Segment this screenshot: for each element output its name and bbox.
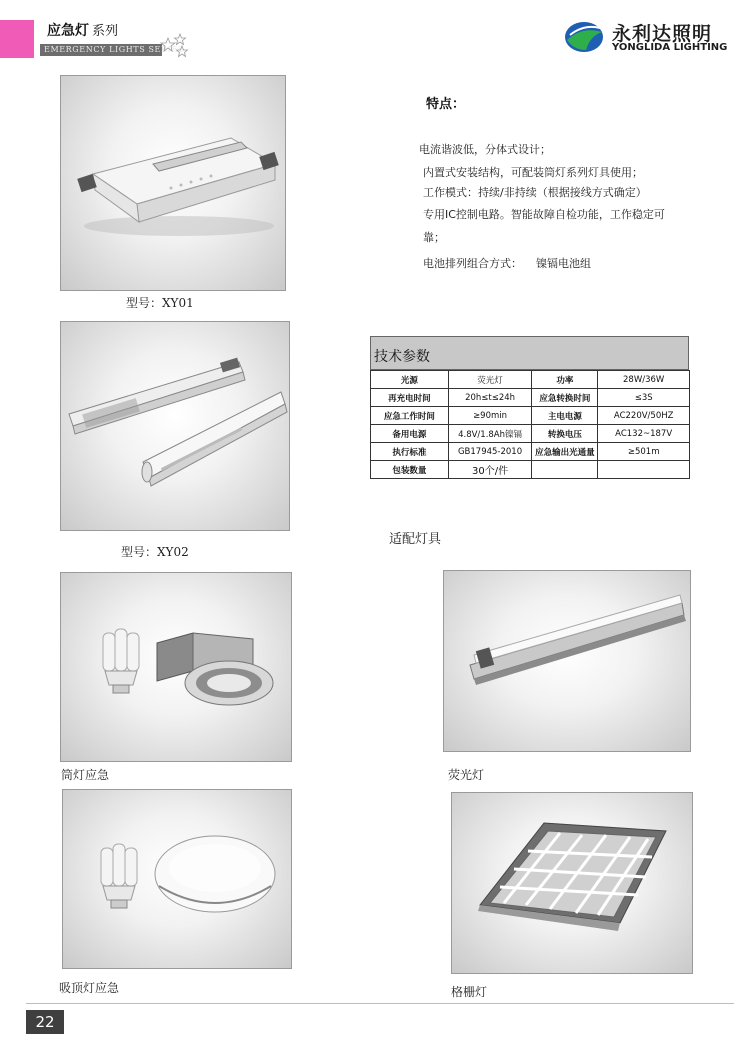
spec-table-title: 技术参数 <box>374 349 430 365</box>
page-number: 22 <box>26 1010 64 1034</box>
feature-line: 电流谐波低，分体式设计； <box>419 143 551 156</box>
brand-name-en: YONGLIDA LIGHTING <box>612 42 728 53</box>
product-caption-xy01: 型号：XY01 <box>126 296 194 310</box>
table-row <box>371 461 690 479</box>
header-pink-tab <box>0 20 34 58</box>
brand-name-cn: 永利达照明 <box>612 23 713 45</box>
table-cell: 转换电压 <box>532 425 598 443</box>
table-row <box>371 425 690 443</box>
table-cell: 荧光灯 <box>448 371 532 389</box>
table-cell: 执行标准 <box>371 443 449 461</box>
fixture-caption-downlight: 筒灯应急 <box>61 768 110 782</box>
fixture-image-ceiling <box>62 789 292 969</box>
table-cell: AC220V/50HZ <box>598 407 690 425</box>
fixtures-section-label: 适配灯具 <box>389 532 442 547</box>
stars-decoration-icon <box>160 32 190 60</box>
table-row <box>371 389 690 407</box>
brand-logo-icon <box>564 20 606 54</box>
product-image-xy02 <box>60 321 290 531</box>
table-cell: 光源 <box>371 371 449 389</box>
table-cell: 20h≤t≤24h <box>448 389 532 407</box>
table-cell: 30个/件 <box>448 461 532 479</box>
page-title-suffix: 系列 <box>92 24 119 39</box>
product-caption-xy02: 型号：XY02 <box>121 545 189 559</box>
fixture-caption-fluorescent: 荧光灯 <box>448 768 485 782</box>
feature-line: 电池排列组合方式： 镍镉电池组 <box>423 257 591 270</box>
spec-table <box>370 370 690 479</box>
table-cell: 应急工作时间 <box>371 407 449 425</box>
page-title: 应急灯 系列 <box>47 23 119 39</box>
table-cell: ≤3S <box>598 389 690 407</box>
table-cell: 主电电源 <box>532 407 598 425</box>
table-row <box>371 443 690 461</box>
table-cell: 应急转换时间 <box>532 389 598 407</box>
table-cell: ≥90min <box>448 407 532 425</box>
table-cell: 应急输出光通量 <box>532 443 598 461</box>
features-title: 特点： <box>426 97 466 112</box>
feature-line: 专用IC控制电路。智能故障自检功能，工作稳定可 <box>423 208 665 221</box>
header-subtitle-en: EMERGENCY LIGHTS SERIES <box>44 45 184 54</box>
fixture-image-grille <box>451 792 693 974</box>
table-cell: 包装数量 <box>371 461 449 479</box>
table-cell: 再充电时间 <box>371 389 449 407</box>
table-row <box>371 407 690 425</box>
fixture-image-fluorescent <box>443 570 691 752</box>
table-cell: 备用电源 <box>371 425 449 443</box>
fixture-caption-ceiling: 吸顶灯应急 <box>59 981 120 995</box>
feature-line: 工作模式：持续/非持续（根据接线方式确定） <box>423 186 647 199</box>
feature-line: 内置式安装结构，可配装筒灯系列灯具使用； <box>423 166 643 179</box>
table-cell: 28W/36W <box>598 371 690 389</box>
table-cell: AC132~187V <box>598 425 690 443</box>
feature-line: 靠； <box>423 231 445 244</box>
fixture-caption-grille: 格栅灯 <box>451 985 488 999</box>
table-cell <box>532 461 598 479</box>
table-cell: ≥501m <box>598 443 690 461</box>
footer-divider <box>26 1003 734 1004</box>
fixture-image-downlight <box>60 572 292 762</box>
table-cell: 4.8V/1.8Ah镍镉 <box>448 425 532 443</box>
table-cell: 功率 <box>532 371 598 389</box>
table-cell <box>598 461 690 479</box>
table-row <box>371 371 690 389</box>
table-cell: GB17945-2010 <box>448 443 532 461</box>
product-image-xy01 <box>60 75 286 291</box>
